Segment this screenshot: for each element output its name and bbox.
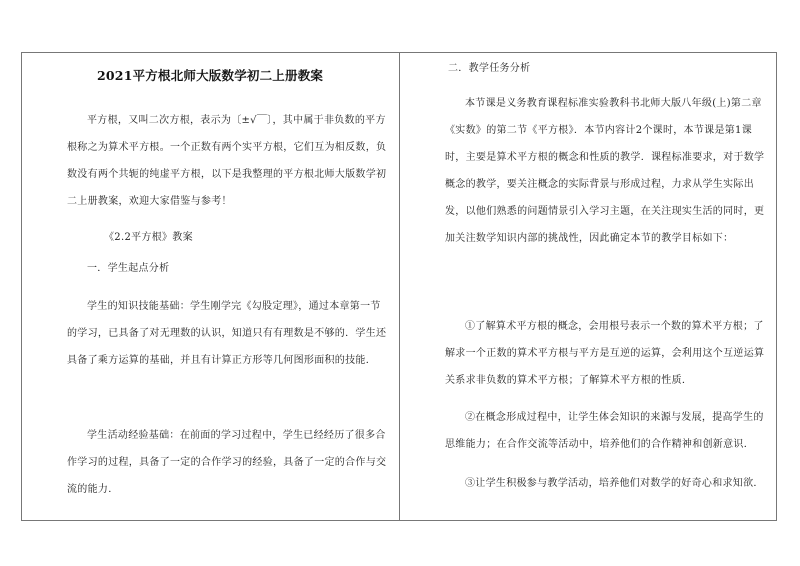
lesson-title: 《2.2平方根》教案: [104, 232, 193, 243]
activity-paragraph: 学生活动经验基础：在前面的学习过程中，学生已经经历了很多合作学习的过程，具备了一定的合作学习的经验，具备了一定的合作与交流的能力．: [67, 430, 387, 495]
goal-2: ②在概念形成过程中，让学生体会知识的来源与发展，提高学生的思维能力；在合作交流等活动中，培养他们的合作精神和创新意识．: [445, 412, 764, 450]
section-heading-2: 二．教学任务分析: [448, 63, 531, 74]
goal-1: ①了解算术平方根的概念，会用根号表示一个数的算术平方根；了解求一个正数的算术平方根与平方是互逆的运算，会利用这个互逆运算关系求非负数的算术平方根；了解算术平方根的性质．: [445, 321, 765, 386]
section-heading-1: 一．学生起点分析: [87, 263, 170, 274]
knowledge-paragraph: 学生的知识技能基础：学生刚学完《勾股定理》，通过本章第一节的学习，已具备了对无理数的认识，知道只有有理数是不够的．学生还具备了乘方运算的基础，并且有计算正方形等几何图形面积的技能．: [67, 301, 387, 366]
document-title: 2021平方根北师大版数学初二上册教案: [97, 68, 324, 83]
intro-paragraph: 平方根，又叫二次方根，表示为〔±√￣〕，其中属于非负数的平方根称之为算术平方根。一个正数有两个实平方根，它们互为相反数，负数没有两个共轭的纯虚平方根，以下是我整理的平方根北师大版数学初二上册教案，欢迎大家借鉴与参考！: [67, 115, 387, 207]
goal-3: ③让学生积极参与教学活动，培养他们对数学的好奇心和求知欲．: [465, 478, 764, 489]
task-paragraph: 本节课是义务教育课程标准实验教科书北师大版八年级(上)第二章《实数》的第二节《平方根》．本节内容计2个课时，本节课是第1课时，主要是算术平方根的概念和性质的教学．课程标准要求，对于数学概念的教学，要关注概念的实际背景与形成过程，力求从学生实际出发，以他们熟悉的问题情景引入学习主题，在关注现实生活的同时，更加关注数学知识内部的挑战性，因此确定本节的教学目标如下：: [445, 98, 765, 244]
